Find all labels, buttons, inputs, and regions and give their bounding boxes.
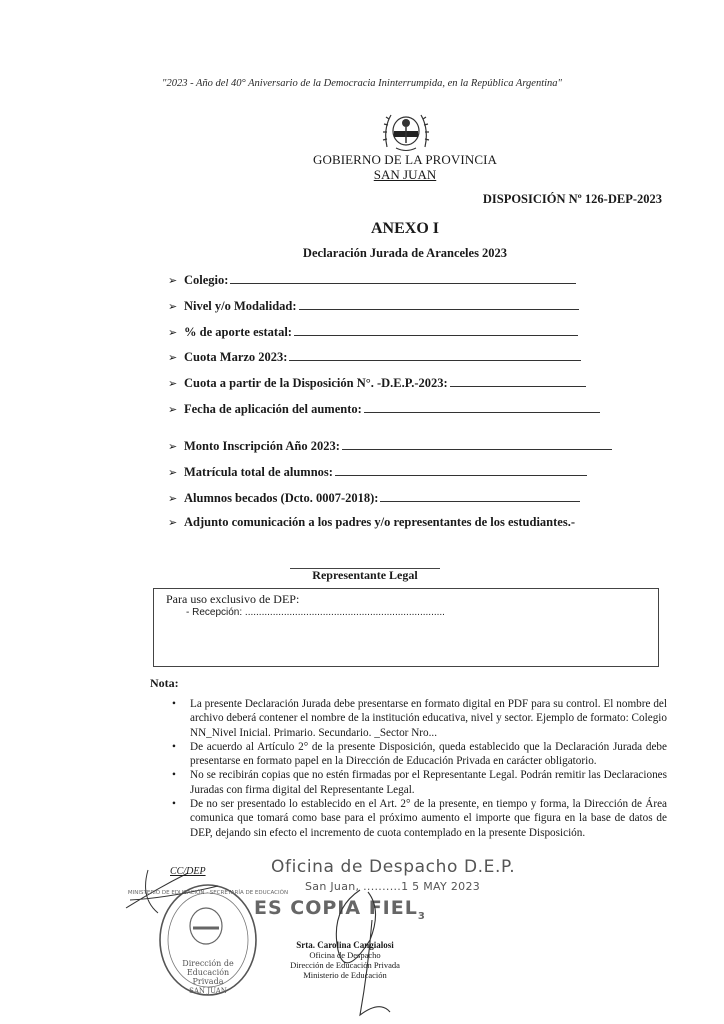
province-name: SAN JUAN <box>373 167 437 182</box>
arrow-bullet-icon: ➢ <box>168 404 178 416</box>
field-label: Adjunto comunicación a los padres y/o representantes de los estudiantes.- <box>184 515 575 529</box>
note-item <box>172 740 667 769</box>
field-label: Cuota a partir de la Disposición N°. -D.E.P.-2023: <box>184 376 448 390</box>
form-field-matricula <box>168 464 587 480</box>
field-label: Colegio: <box>184 273 229 287</box>
note-text: No se recibirán copias que no estén firmadas por el Representante Legal. Podrán remitir las Declaraciones Juradas con firma digital del Representante Legal. <box>190 769 667 796</box>
signer-block <box>270 940 420 980</box>
seal-center-line: Privada <box>192 977 224 986</box>
annex-subtitle: Declaración Jurada de Aranceles 2023 <box>302 246 508 260</box>
field-input-line[interactable] <box>230 272 576 284</box>
form-field-nivel <box>168 298 579 314</box>
arrow-bullet-icon: ➢ <box>168 352 178 364</box>
commemorative-motto: "2023 - Año del 40° Aniversario de la Democracia Ininterrumpida, en la República Argentina" <box>162 78 562 89</box>
field-input-line[interactable] <box>299 298 579 310</box>
form-field-cuota-marzo <box>168 349 581 365</box>
arrow-bullet-icon: ➢ <box>168 275 178 287</box>
form-field-monto-inscripcion <box>168 438 612 454</box>
field-label: Fecha de aplicación del aumento: <box>184 402 362 416</box>
form-field-fecha-aumento <box>168 401 600 417</box>
bullet-icon: • <box>172 698 176 710</box>
arrow-bullet-icon: ➢ <box>168 493 178 505</box>
bullet-icon: • <box>172 798 176 811</box>
field-input-line[interactable] <box>342 438 612 450</box>
field-label: Matrícula total de alumnos: <box>184 465 333 479</box>
seal-center-line: SAN JUAN <box>189 987 227 995</box>
field-input-line[interactable] <box>450 375 586 387</box>
bullet-icon: • <box>172 769 176 782</box>
arrow-bullet-icon: ➢ <box>168 301 178 313</box>
arrow-bullet-icon: ➢ <box>168 517 178 529</box>
provincial-coat-of-arms-icon <box>381 107 431 153</box>
signer-dept: Dirección de Educación Privada <box>290 960 400 970</box>
field-label: Alumnos becados (Dcto. 0007-2018): <box>184 491 379 505</box>
seal-center-line: Educación <box>186 968 230 977</box>
reception-field[interactable]: - Recepción: ........................................................................ <box>186 607 445 618</box>
arrow-bullet-icon: ➢ <box>168 441 178 453</box>
form-field-adjunto <box>168 515 575 530</box>
note-item <box>172 797 667 840</box>
bullet-icon: • <box>172 740 176 753</box>
note-item <box>172 697 667 740</box>
signature-label: Representante Legal <box>312 568 418 582</box>
dep-exclusive-box <box>153 588 659 667</box>
note-text: La presente Declaración Jurada debe presentarse en formato digital en PDF para su control. El nombre del archivo deberá contener el nombre de la institución educativa, nivel y sector. Ejemplo de formato: Colegio NN_Nivel Inicial. Primario. Secundario. _Sector Nro... <box>190 698 667 739</box>
government-name: GOBIERNO DE LA PROVINCIA <box>312 152 498 167</box>
field-label: % de aporte estatal: <box>184 325 292 339</box>
disposition-number: DISPOSICIÓN Nº 126-DEP-2023 <box>482 192 662 206</box>
form-field-becados <box>168 490 580 506</box>
form-field-aporte <box>168 324 578 340</box>
field-input-line[interactable] <box>294 324 578 336</box>
field-label: Cuota Marzo 2023: <box>184 350 288 364</box>
page-number: 3 <box>417 910 426 922</box>
seal-center-line: Dirección de <box>182 959 234 968</box>
note-text: De acuerdo al Artículo 2° de la presente Disposición, queda establecido que la Declaración Jurada debe presentarse en formato papel en la Dirección de Educación Privada en carácter obligatorio. <box>190 740 667 768</box>
arrow-bullet-icon: ➢ <box>168 467 178 479</box>
form-field-cuota-disposicion <box>168 375 586 391</box>
signer-title: Oficina de Despacho <box>309 950 381 960</box>
arrow-bullet-icon: ➢ <box>168 378 178 390</box>
note-text: De no ser presentado lo establecido en el Art. 2° de la presente, en tiempo y forma, la Dirección de Área comunica que tomará como base para el próximo aumento el importe que figura en la base de datos de DEP, dejando sin efecto el incremento de cuota contemplado en la presente Disposición. <box>190 798 667 839</box>
field-input-line[interactable] <box>364 401 600 413</box>
seal-ring-text: MINISTERIO DE EDUCACIÓN · SECRETARÍA DE EDUCACIÓN <box>127 890 289 896</box>
certified-copy-text: ES COPIA FIEL <box>254 897 418 919</box>
notes-list <box>172 697 667 840</box>
notes-heading: Nota: <box>150 676 179 690</box>
place-date-stamp: San Juan, ..........1 5 MAY 2023 <box>305 880 481 893</box>
signer-name: Srta. Carolina Cangialosi <box>296 940 394 950</box>
field-input-line[interactable] <box>380 490 580 502</box>
dep-box-title: Para uso exclusivo de DEP: <box>166 592 300 606</box>
field-input-line[interactable] <box>289 349 581 361</box>
annex-title: ANEXO I <box>370 220 439 237</box>
office-stamp: Oficina de Despacho D.E.P. <box>271 857 516 877</box>
field-label: Monto Inscripción Año 2023: <box>184 439 340 453</box>
form-field-colegio <box>168 272 576 288</box>
note-item <box>172 768 667 797</box>
cc-dep-mark: CC/DEP <box>170 866 206 877</box>
signer-ministry: Ministerio de Educación <box>303 970 387 980</box>
field-input-line[interactable] <box>335 464 587 476</box>
field-label: Nivel y/o Modalidad: <box>184 299 297 313</box>
arrow-bullet-icon: ➢ <box>168 327 178 339</box>
